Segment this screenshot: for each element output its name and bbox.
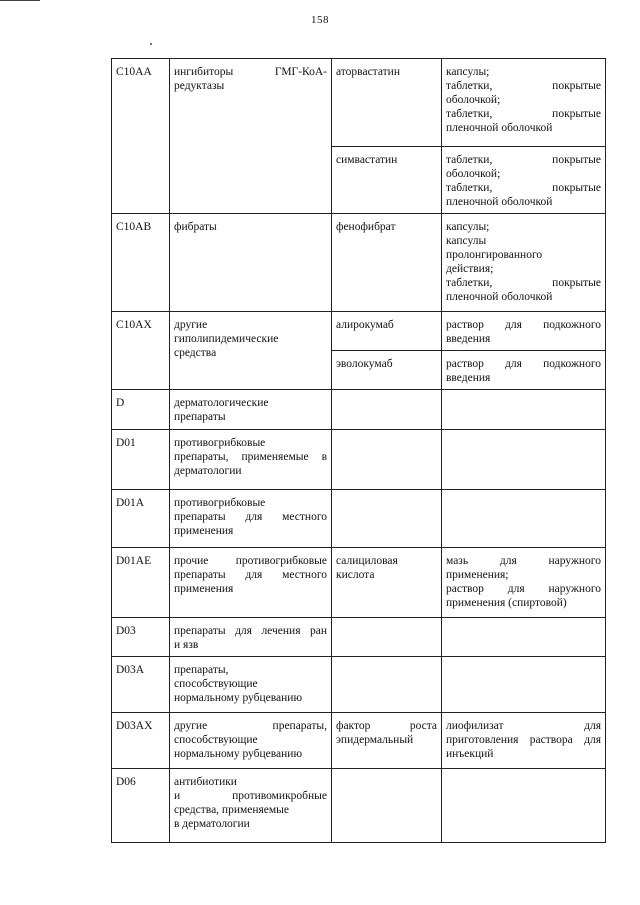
atc-code: D03AX [116,720,153,732]
dosage-forms-cell [442,548,606,618]
cell-text-line: в дерматологии [174,818,250,830]
atc-code: D03A [116,664,145,676]
atc-code-cell [112,214,170,312]
cell-text-line: препараты для местного [174,511,327,523]
table-row [112,713,606,769]
cell-text-line: аторвастатин [336,66,400,78]
cell-text-line: прочие противогрибковые [174,555,327,567]
dosage-forms-cell [442,214,606,312]
drug-name-cell [332,618,442,657]
table-row [112,618,606,657]
table-row [112,490,606,548]
dosage-forms-cell [442,351,606,390]
drug-name-cell [332,351,442,390]
atc-code: C10AX [116,319,152,331]
atc-code-cell [112,312,170,390]
atc-code: D01A [116,497,145,509]
cell-text-line: применения (спиртовой) [446,597,567,609]
atc-code: D01 [116,437,136,449]
dosage-forms-cell [442,713,606,769]
page-number: 158 [311,14,329,26]
drug-name-cell [332,548,442,618]
cell-text-line: противогрибковые [174,497,266,509]
cell-text-line: препараты для местного [174,569,327,581]
drug-name-cell [332,769,442,843]
cell-text-line: мазь для наружного [446,555,601,567]
atc-code: D03 [116,625,136,637]
table-row [112,657,606,713]
atc-code: D01AE [116,555,152,567]
table-row [112,430,606,490]
cell-text-line: оболочкой; [446,168,501,180]
cell-text-line: препараты для лечения ран [174,625,327,637]
cell-text-line: введения [446,333,491,345]
cell-text-line: препараты [174,411,226,423]
table-row [112,390,606,430]
cell-text-line: ингибиторы ГМГ-КоА- [174,66,327,78]
atc-code: D06 [116,776,136,788]
anatomical-therapeutic-group-cell [170,390,332,430]
dosage-forms-cell [442,490,606,548]
dosage-forms-cell [442,59,606,147]
anatomical-therapeutic-group-cell [170,713,332,769]
dosage-forms-cell [442,618,606,657]
cell-text-line: таблетки, покрытые [446,154,601,166]
drug-name-cell [332,657,442,713]
atc-code: C10AB [116,221,152,233]
anatomical-therapeutic-group-cell [170,490,332,548]
cell-text-line: таблетки, покрытые [446,182,601,194]
dosage-forms-cell [442,390,606,430]
cell-text-line: применения; [446,569,509,581]
cell-text-line: капсулы [446,235,487,247]
scan-artifact-line [0,0,40,1]
cell-text-line: препараты, [174,664,229,676]
cell-text-line: пленочной оболочкой [446,291,553,303]
cell-text-line: раствор для подкожного [446,319,601,331]
cell-text-line: другие препараты, [174,720,327,732]
cell-text-line: способствующие [174,678,258,690]
cell-text-line: средства, применяемые [174,804,290,816]
drug-name-cell [332,490,442,548]
dosage-forms-cell [442,147,606,214]
cell-text-line: и язв [174,639,199,651]
dosage-forms-cell [442,769,606,843]
atc-code: D [116,397,125,409]
table-row [112,548,606,618]
atc-code-cell [112,390,170,430]
cell-text-line: редуктазы [174,80,225,92]
table-row [112,312,606,351]
cell-text-line: раствор для наружного [446,583,601,595]
drug-classification-table [111,58,606,843]
table-body [112,59,606,843]
cell-text-line: действия; [446,263,494,275]
anatomical-therapeutic-group-cell [170,312,332,390]
cell-text-line: дерматологические [174,397,269,409]
cell-text-line: салициловая [336,555,398,567]
cell-text-line: пленочной оболочкой [446,196,553,208]
drug-name-cell [332,430,442,490]
cell-text-line: пролонгированного [446,249,543,261]
table-row [112,214,606,312]
anatomical-therapeutic-group-cell [170,214,332,312]
drug-name-cell [332,147,442,214]
cell-text-line: антибиотики [174,776,237,788]
drug-name-cell [332,214,442,312]
cell-text-line: дерматологии [174,465,242,477]
cell-text-line: капсулы; [446,221,490,233]
cell-text-line: капсулы; [446,66,490,78]
cell-text-line: таблетки, покрытые [446,277,601,289]
cell-text-line: пленочной оболочкой [446,122,553,134]
cell-text-line: эпидермальный [336,734,414,746]
cell-text-line: введения [446,372,491,384]
cell-text-line: фенофибрат [336,221,396,233]
drug-name-cell [332,59,442,147]
drug-name-cell [332,312,442,351]
cell-text-line: раствор для подкожного [446,358,601,370]
anatomical-therapeutic-group-cell [170,430,332,490]
drug-name-cell [332,713,442,769]
anatomical-therapeutic-group-cell [170,618,332,657]
cell-text-line: и противомикробные [174,790,327,802]
cell-text-line: фактор роста [336,720,437,732]
cell-text-line: нормальному рубцеванию [174,748,303,760]
scan-artifact-dot [150,43,152,45]
atc-code-cell [112,618,170,657]
cell-text-line: гиполипидемические [174,333,279,345]
anatomical-therapeutic-group-cell [170,657,332,713]
atc-code-cell [112,430,170,490]
cell-text-line: нормальному рубцеванию [174,692,303,704]
drug-name-cell [332,390,442,430]
atc-code-cell [112,59,170,214]
anatomical-therapeutic-group-cell [170,59,332,214]
cell-text-line: таблетки, покрытые [446,80,601,92]
cell-text-line: средства [174,347,217,359]
cell-text-line: приготовления раствора для [446,734,601,746]
cell-text-line: симвастатин [336,154,398,166]
anatomical-therapeutic-group-cell [170,548,332,618]
atc-code-cell [112,548,170,618]
cell-text-line: противогрибковые [174,437,266,449]
atc-code: C10AA [116,66,152,78]
cell-text-line: оболочкой; [446,94,501,106]
dosage-forms-cell [442,312,606,351]
cell-text-line: алирокумаб [336,319,394,331]
cell-text-line: применения [174,583,234,595]
cell-text-line: кислота [336,569,375,581]
cell-text-line: препараты, применяемые в [174,451,327,463]
cell-text-line: лиофилизат для [446,720,601,732]
cell-text-line: фибраты [174,221,217,233]
atc-code-cell [112,769,170,843]
atc-code-cell [112,490,170,548]
dosage-forms-cell [442,430,606,490]
table-row [112,769,606,843]
table-row [112,59,606,147]
atc-code-cell [112,657,170,713]
anatomical-therapeutic-group-cell [170,769,332,843]
cell-text-line: способствующие [174,734,258,746]
cell-text-line: таблетки, покрытые [446,108,601,120]
cell-text-line: эволокумаб [336,358,393,370]
atc-code-cell [112,713,170,769]
cell-text-line: инъекций [446,748,494,760]
dosage-forms-cell [442,657,606,713]
cell-text-line: другие [174,319,208,331]
cell-text-line: применения [174,525,234,537]
